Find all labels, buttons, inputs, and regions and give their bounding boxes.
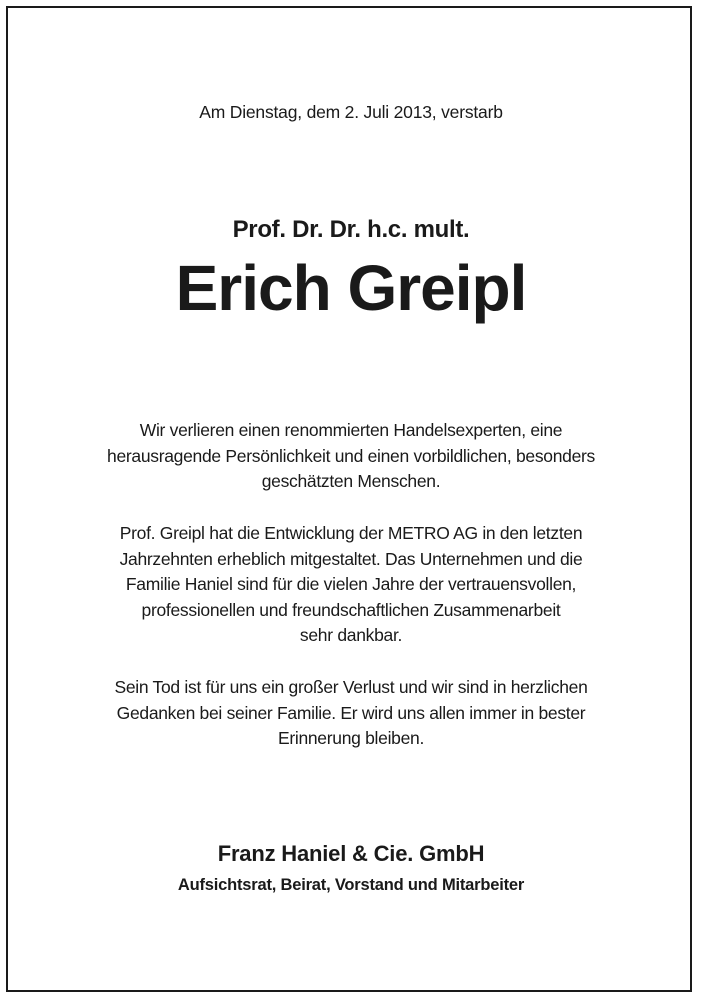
paragraph-line: Jahrzehnten erheblich mitgestaltet. Das Unternehmen und die [119,548,583,569]
deceased-name: Erich Greipl [175,252,527,324]
paragraph-line: geschätzten Menschen. [261,471,441,491]
paragraph-condolence [0,675,702,752]
paragraph-line: herausragende Persönlichkeit und einen vorbildlichen, besonders [107,445,595,466]
paragraph-line: Familie Haniel sind für die vielen Jahre der vertrauensvollen, [125,574,577,594]
paragraph-tribute [0,418,702,495]
paragraph-line: Erinnerung bleiben. [277,728,425,748]
paragraph-line: Prof. Greipl hat die Entwicklung der METRO AG in den letzten [119,523,583,543]
signatories-line: Aufsichtsrat, Beirat, Vorstand und Mitarbeiter [177,876,525,894]
paragraph-contribution [0,521,702,649]
paragraph-line: Gedanken bei seiner Familie. Er wird uns allen immer in bester [116,702,586,723]
death-date-intro: Am Dienstag, dem 2. Juli 2013, verstarb [199,102,503,122]
paragraph-line: Wir verlieren einen renommierten Handelsexperten, eine [139,420,563,440]
paragraph-line: Sein Tod ist für uns ein großer Verlust und wir sind in herzlichen [114,677,588,697]
paragraph-line: sehr dankbar. [299,625,403,645]
company-name: Franz Haniel & Cie. GmbH [217,841,485,866]
paragraph-line: professionellen und freundschaftlichen Zusammenarbeit [141,599,561,620]
academic-titles: Prof. Dr. Dr. h.c. mult. [232,216,470,243]
